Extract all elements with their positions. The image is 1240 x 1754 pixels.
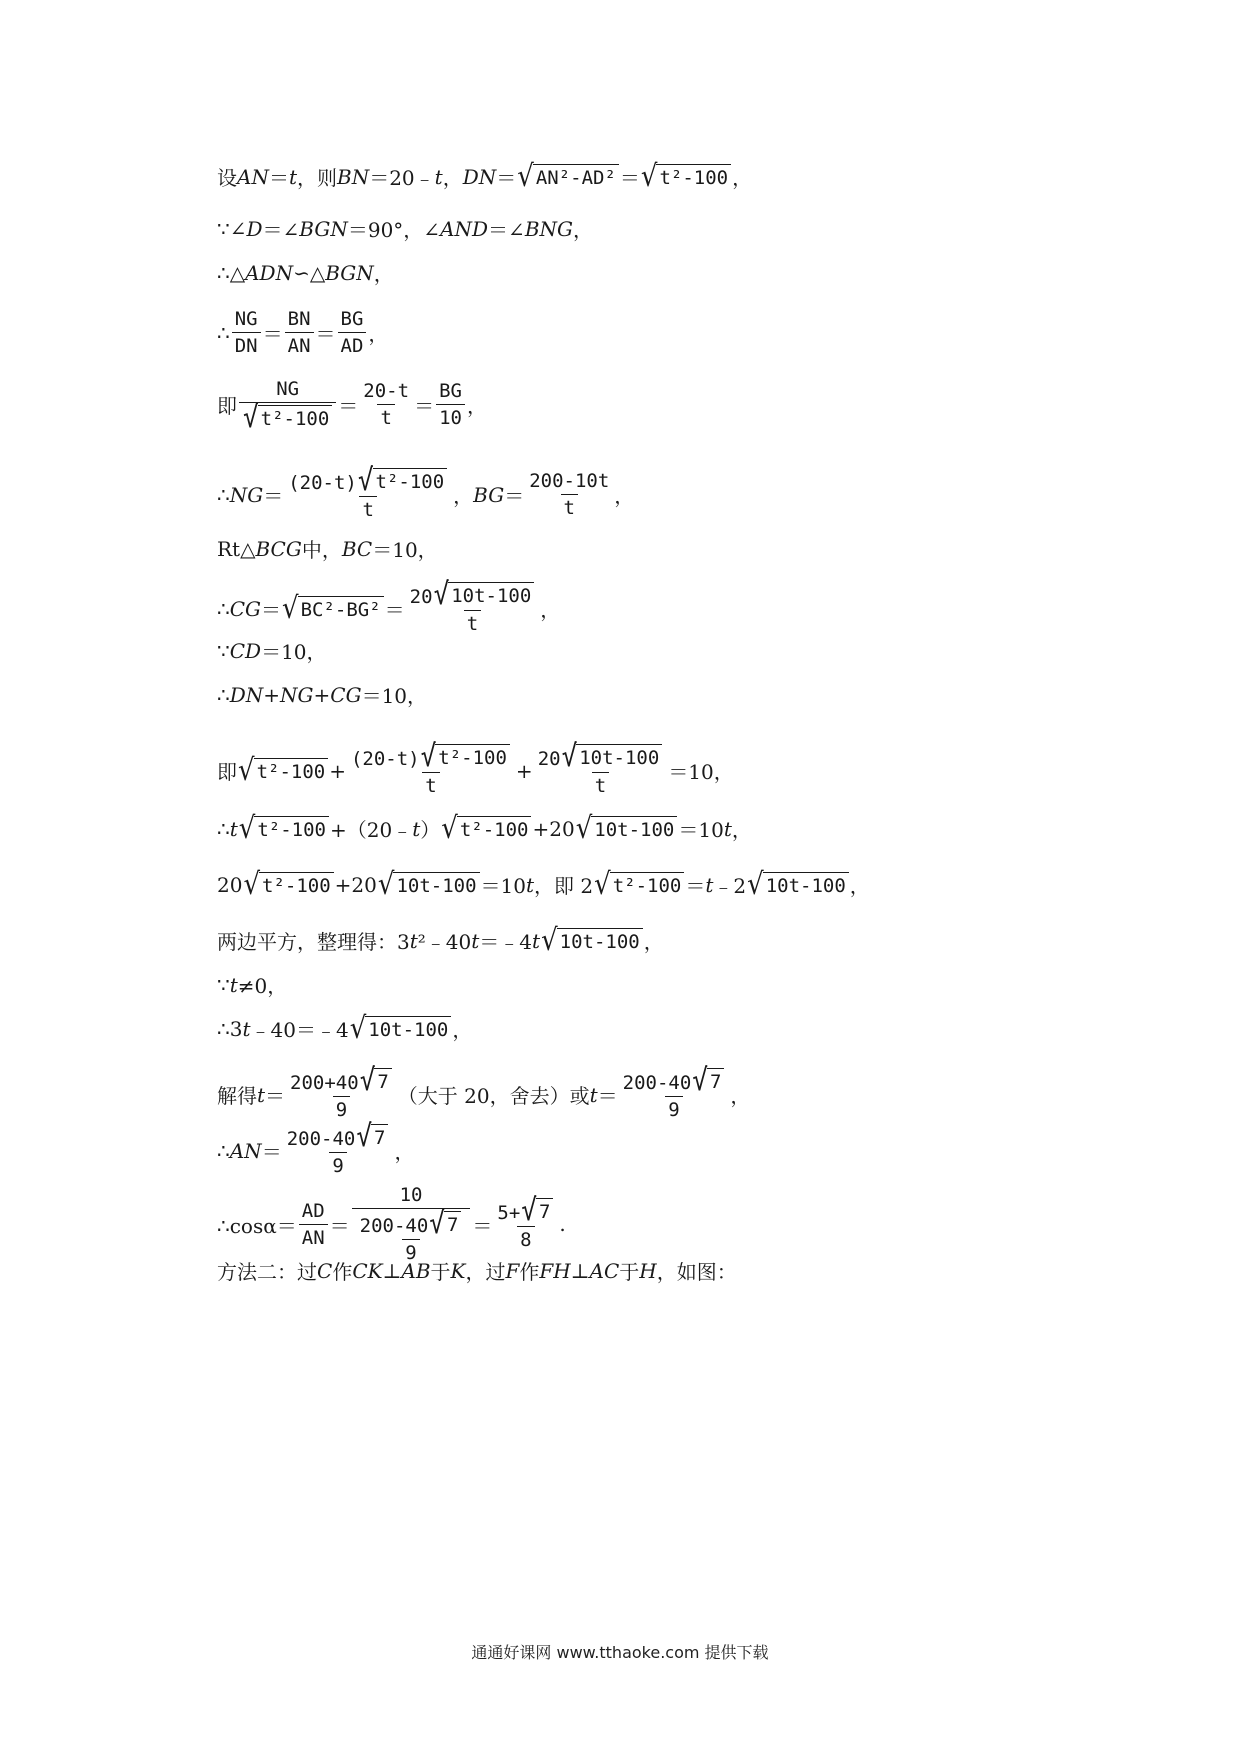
text: ，则 [297,166,337,190]
radical-sign: √ [357,463,374,499]
math-variable: t [229,816,238,841]
text: ＝ [315,322,336,346]
radicand: 7 [374,1068,391,1094]
numerator: NG [234,308,258,330]
radical [238,753,328,788]
math-variable: NG [280,682,314,707]
text: 20 [217,872,243,897]
radical [747,867,849,902]
radical-sign: √ [359,1063,376,1099]
radical-sign: √ [441,811,458,846]
math-line-l2 [217,214,593,243]
math-variable: BG [473,482,505,507]
math-line-l5 [217,378,487,436]
numerator: 200-10t [529,470,610,492]
text: ＝ [504,484,525,508]
text: ， [643,930,664,954]
radical [433,577,535,613]
radical [517,159,619,194]
radical-sign: √ [640,159,658,194]
text: ， [731,818,752,842]
math-variable: K [450,1258,466,1283]
text: ＝10 [678,818,724,842]
fraction [239,378,336,436]
text: ∽△ [293,260,326,285]
text: ， [452,1018,473,1042]
fraction [360,380,412,429]
radical-sign: √ [692,1063,708,1099]
radical-sign: √ [243,867,261,902]
text: ＝ [263,484,284,508]
math-line-l9 [217,636,327,665]
fraction [348,739,514,797]
text: ＝ [268,166,289,190]
radical-sign: √ [356,1119,372,1155]
text: ＝ [338,394,359,418]
math-line-l7 [217,534,438,563]
denominator: t [377,404,394,429]
text: ≠0， [237,974,288,998]
text: ＝ [262,322,283,346]
fraction [338,308,367,357]
radicand: t²-100 [258,405,333,431]
math-variable: t [526,872,535,897]
numerator: 200-40 √ 7 [284,1124,393,1152]
math-variable: BNG [524,216,573,241]
numerator: BG [340,308,364,330]
text: ＝ [496,166,517,190]
math-line-l10 [217,680,427,709]
text: ﹣40＝﹣4 [250,1018,349,1042]
radicand: BC²-BG² [298,596,384,622]
radicand: 7 [444,1211,461,1237]
radical-sign: √ [433,577,450,613]
radical [349,1011,452,1046]
radical [243,867,333,902]
text: + [515,758,533,783]
math-variable: AB [401,1258,431,1283]
text: ＝∠ [488,218,525,242]
text: 于 [430,1260,451,1284]
text: ＝∠ [262,218,300,242]
radicand: t²-100 [610,872,685,898]
radical-sign: √ [243,400,259,436]
text: ， [849,874,870,898]
text: ＝ [414,394,435,418]
text: + [263,682,281,707]
radicand: t²-100 [656,164,731,190]
fraction [285,308,314,357]
math-variable: DN [229,682,264,707]
text: 即 [217,760,237,784]
text: ＝ [329,1213,350,1238]
math-line-l11 [217,739,734,797]
math-variable: BN [337,164,370,189]
math-variable: C [317,1258,333,1283]
radical-sign: √ [541,923,558,958]
fraction [620,1063,729,1121]
numerator: 5+ √ 7 [494,1198,557,1226]
text: ∵ [217,638,230,663]
math-variable: CK [352,1258,383,1283]
page-footer: 通通好课网 www.tthaoke.com 提供下载 [471,1643,769,1662]
text: ） [420,818,441,842]
numerator: 20 √ 10t-100 [535,744,667,772]
denominator: DN [232,332,261,357]
denominator: 9 [329,1152,346,1177]
radicand: t²-100 [254,758,329,784]
text: ＝ [597,1084,618,1108]
math-variable: t [288,164,297,189]
text: ＝ [619,166,640,190]
radical [238,811,329,846]
math-line-l20 [217,1256,737,1285]
radical-sign: √ [521,1193,537,1228]
text: 于 [619,1260,640,1284]
denominator: 10 [436,404,465,429]
fraction [407,577,539,635]
text: ∴ [217,816,230,841]
fraction [494,1193,557,1251]
text: ⊥ [570,1258,590,1283]
radicand: t²-100 [373,468,448,494]
math-variable: BC [341,536,373,561]
radicand: 10t-100 [557,928,643,954]
fraction [299,1200,328,1249]
math-variable: F [505,1258,520,1283]
math-line-l1 [217,159,753,194]
math-variable: AN [229,1138,262,1163]
radical-sign: √ [429,1206,445,1242]
math-variable: AC [589,1258,620,1283]
numerator: 200+40 √ 7 [287,1068,396,1096]
radical-sign: √ [238,753,255,788]
math-variable: t [589,1082,598,1107]
fraction [436,380,465,429]
radical-sign: √ [561,739,578,775]
numerator: 10 [399,1184,423,1206]
radical [359,1063,392,1099]
radical [243,400,332,436]
denominator: t [561,494,578,519]
math-line-l13 [217,867,870,902]
radical [429,1206,461,1242]
math-variable: CG [330,682,362,707]
fraction [232,308,261,357]
text: 两边平方，整理得：3 [217,930,410,954]
math-variable: H [639,1258,657,1283]
radical [441,811,531,846]
radical [377,867,480,902]
denominator: t [422,772,439,797]
radical [561,739,663,775]
text: +（20﹣ [330,818,413,842]
text: ， [466,394,487,418]
radical [575,811,678,846]
radicand: AN²-AD² [533,164,619,190]
radical [282,591,384,626]
radicand: 10t-100 [591,816,677,842]
radicand: 7 [707,1068,724,1094]
text: 作 [332,1260,353,1284]
text: ²﹣40 [417,930,472,954]
text: ∴3 [217,1016,243,1041]
fraction [526,470,612,519]
text: ∵ [217,972,230,997]
radical-sign: √ [517,159,534,194]
text: +20 [532,816,575,841]
radical-sign: √ [575,811,593,846]
math-line-l15 [217,970,287,999]
denominator: 8 [517,1226,534,1251]
radicand: 7 [536,1198,553,1224]
fraction [284,1119,393,1177]
radical [594,867,684,902]
text: ∴△ [217,260,246,285]
text: ＝90°，∠ [347,218,441,242]
math-variable: t [723,816,732,841]
radicand: 10t-100 [576,744,662,770]
math-variable: t [242,1016,251,1041]
numerator: NG [276,378,300,400]
math-line-l19 [217,1184,566,1264]
text: ∴ [217,482,230,507]
radicand: t²-100 [435,744,510,770]
math-line-l12 [217,811,752,846]
math-variable: t [705,872,714,897]
text: ＝ [685,874,706,898]
radical-sign: √ [377,867,395,902]
denominator: AD [338,332,367,357]
text: ＝10， [261,640,327,664]
radical [541,923,643,958]
math-line-l4 [217,308,388,357]
text: ，如图： [656,1260,737,1284]
radical [640,159,731,194]
fraction [287,1063,396,1121]
math-variable: t [409,928,418,953]
text: ， [730,1084,751,1108]
math-variable: CG [229,596,262,621]
math-variable: DN [462,164,497,189]
text: ＝10， [361,684,428,708]
radical [692,1063,724,1099]
denominator: t [359,496,376,521]
text: Rt△ [217,536,256,561]
math-variable: NG [229,482,264,507]
math-variable: t [434,164,443,189]
text: ， [394,1140,415,1164]
denominator: t [464,610,481,635]
math-variable: t [471,928,480,953]
math-line-l6 [217,463,635,521]
math-variable: AND [440,216,489,241]
text: ＝ [384,598,405,622]
math-line-l8 [217,577,561,635]
denominator [239,400,336,436]
numerator: BN [287,308,311,330]
text: 作 [519,1260,540,1284]
text: ＝ [265,1084,286,1108]
text: ， [453,484,474,508]
math-variable: BGN [299,216,348,241]
text: ∵∠ [217,216,247,241]
denominator: t [592,772,609,797]
numerator: (20-t) √ t²-100 [348,744,514,772]
radicand: 10t-100 [448,582,534,608]
text: ， [373,262,394,286]
denominator: AN [299,1224,328,1249]
text: + [329,758,346,783]
math-variable: D [246,216,263,241]
radicand: t²-100 [259,872,334,898]
radical-sign: √ [747,867,764,902]
text: ﹣2 [713,874,747,898]
denominator: AN [285,332,314,357]
numerator: BG [439,380,462,402]
text: ⊥ [382,1258,402,1283]
fraction [352,1184,471,1264]
radical [356,1119,388,1155]
text: ， [368,322,389,346]
text: ＝10 [480,874,526,898]
denominator: 9 [333,1096,350,1121]
denominator: 9 [665,1096,682,1121]
math-variable: BGN [325,260,374,285]
math-variable: t [257,1082,266,1107]
fraction [535,739,667,797]
text: + [313,682,331,707]
math-variable: t [412,816,421,841]
radical-sign: √ [594,867,611,902]
text: 设 [217,166,237,190]
text: 方法二：过 [217,1260,317,1284]
text: ， [573,218,593,242]
text: ∴ [217,682,230,707]
text: ，即 2 [534,874,594,898]
radicand: t²-100 [457,816,532,842]
text: 解得 [217,1084,257,1108]
text: ∴ [217,596,230,621]
text: ，过 [465,1260,506,1284]
numerator: AD [301,1199,325,1222]
numerator: 200-40 √ 7 [357,1211,466,1239]
text: ＝﹣4 [479,930,533,954]
math-line-l18 [217,1119,415,1177]
math-variable: BCG [255,536,302,561]
math-line-l16 [217,1011,473,1046]
denominator: 9 [402,1239,419,1264]
math-variable: t [229,972,238,997]
text: . [559,1212,566,1236]
radicand: 10t-100 [763,872,849,898]
radicand: 10t-100 [365,1016,451,1042]
text: ∴ [217,1138,230,1163]
text: ＝10， [372,538,438,562]
text: ， [614,484,635,508]
text: 即 [217,394,237,418]
radical-sign: √ [420,739,437,775]
math-variable: CD [229,638,262,663]
radicand: 7 [371,1124,388,1150]
text: ∴cosα＝ [217,1213,297,1238]
numerator: 20-t [363,380,410,402]
text: 中， [301,538,342,562]
text: ， [732,166,753,190]
math-variable: FH [539,1258,571,1283]
numerator: 20 √ 10t-100 [407,582,539,610]
radical-sign: √ [349,1011,367,1046]
text: ＝20﹣ [369,166,435,190]
radicand: t²-100 [254,816,329,842]
fraction [285,463,451,521]
numerator: (20-t) √ t²-100 [285,468,451,496]
text: +20 [334,872,377,897]
text: ＝ [261,1140,282,1164]
math-line-l3 [217,258,394,287]
math-variable: t [532,928,541,953]
text: ， [540,598,561,622]
text: ＝ [261,598,282,622]
math-variable: ADN [245,260,294,285]
text: （大于 20，舍去）或 [397,1084,590,1108]
radical-sign: √ [238,811,256,846]
math-line-l14 [217,923,664,958]
text: ∴ [217,320,230,345]
radicand: 10t-100 [393,872,479,898]
text: ＝10， [668,760,734,784]
radical-sign: √ [282,591,299,626]
text: ， [442,166,463,190]
numerator: 200-40 √ 7 [620,1068,729,1096]
math-line-l17 [217,1063,751,1121]
text: ＝ [472,1213,493,1238]
math-variable: AN [237,164,269,189]
